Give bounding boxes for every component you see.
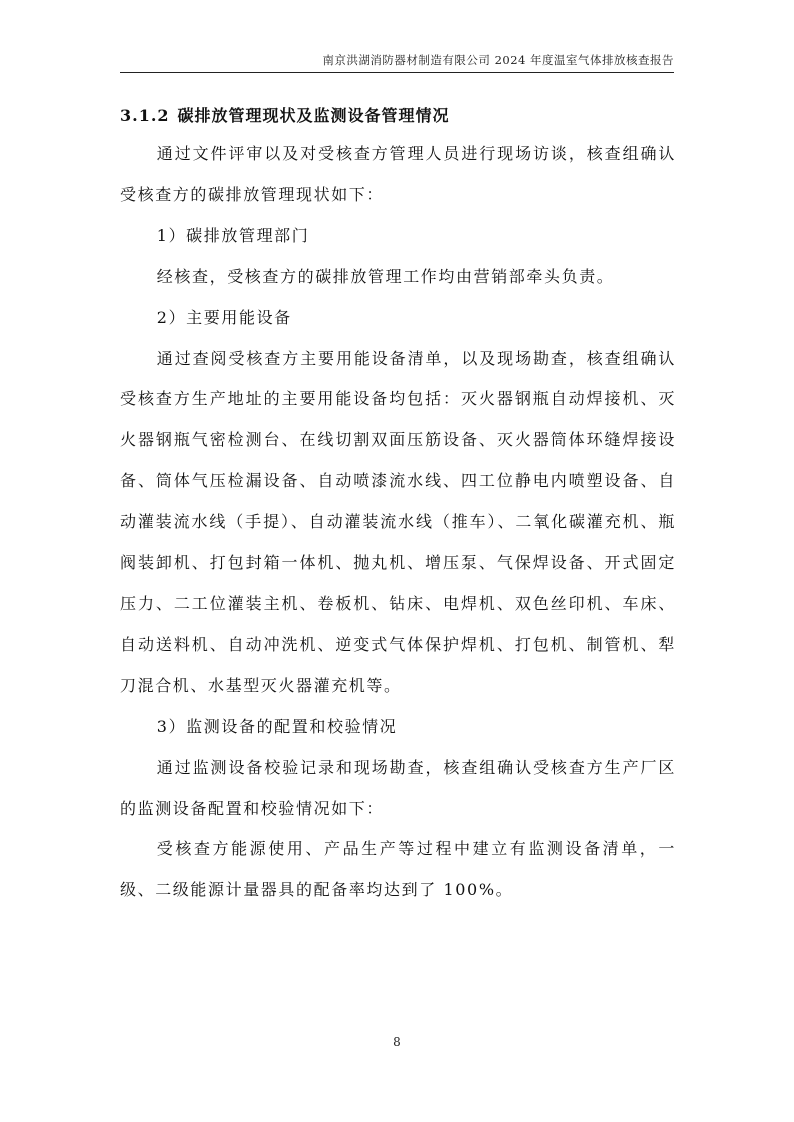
subheading-monitoring-equipment: 3）监测设备的配置和校验情况 [156,716,398,736]
page-content [120,98,676,911]
paragraph-intro: 通过文件评审以及对受核查方管理人员进行现场访谈，核查组确认受核查方的碳排放管理现状如下： [120,144,676,204]
section-heading [120,98,676,134]
paragraph-monitoring-result: 受核查方能源使用、产品生产等过程中建立有监测设备清单，一级、二级能源计量器具的配备率均达到了 100%。 [120,839,676,900]
subheading-energy-equipment: 2）主要用能设备 [156,307,292,327]
paragraph-management-dept: 经核查，受核查方的碳排放管理工作均由营销部牵头负责。 [156,266,615,286]
paragraph-energy-equipment: 通过查阅受核查方主要用能设备清单，以及现场勘查，核查组确认受核查方生产地址的主要用能设备均包括：灭火器钢瓶自动焊接机、灭火器钢瓶气密检测台、在线切割双面压筋设备、灭火器筒体环缝焊接设备、筒体气压检漏设备、自动喷漆流水线、四工位静电内喷塑设备、自动灌装流水线（手提）、自动灌装流水线（推车）、二氧化碳灌充机、瓶阀装卸机、打包封箱一体机、抛丸机、增压泵、气保焊设备、开式固定压力、二工位灌装主机、卷板机、钻床、电焊机、双色丝印机、车床、自动送料机、自动冲洗机、逆变式气体保护焊机、打包机、制管机、犁刀混合机、水基型灭火器灌充机等。 [120,348,676,695]
paragraph-monitoring-intro: 通过监测设备校验记录和现场勘查，核查组确认受核查方生产厂区的监测设备配置和校验情况如下： [120,757,676,818]
section-number: 3.1.2 [120,106,170,125]
page-number: 8 [393,1035,401,1049]
header-divider [120,72,674,73]
subheading-management-dept: 1）碳排放管理部门 [156,225,310,245]
page-header: 南京洪湖消防器材制造有限公司 2024 年度温室气体排放核查报告 [322,53,674,67]
section-title: 碳排放管理现状及监测设备管理情况 [177,106,450,125]
